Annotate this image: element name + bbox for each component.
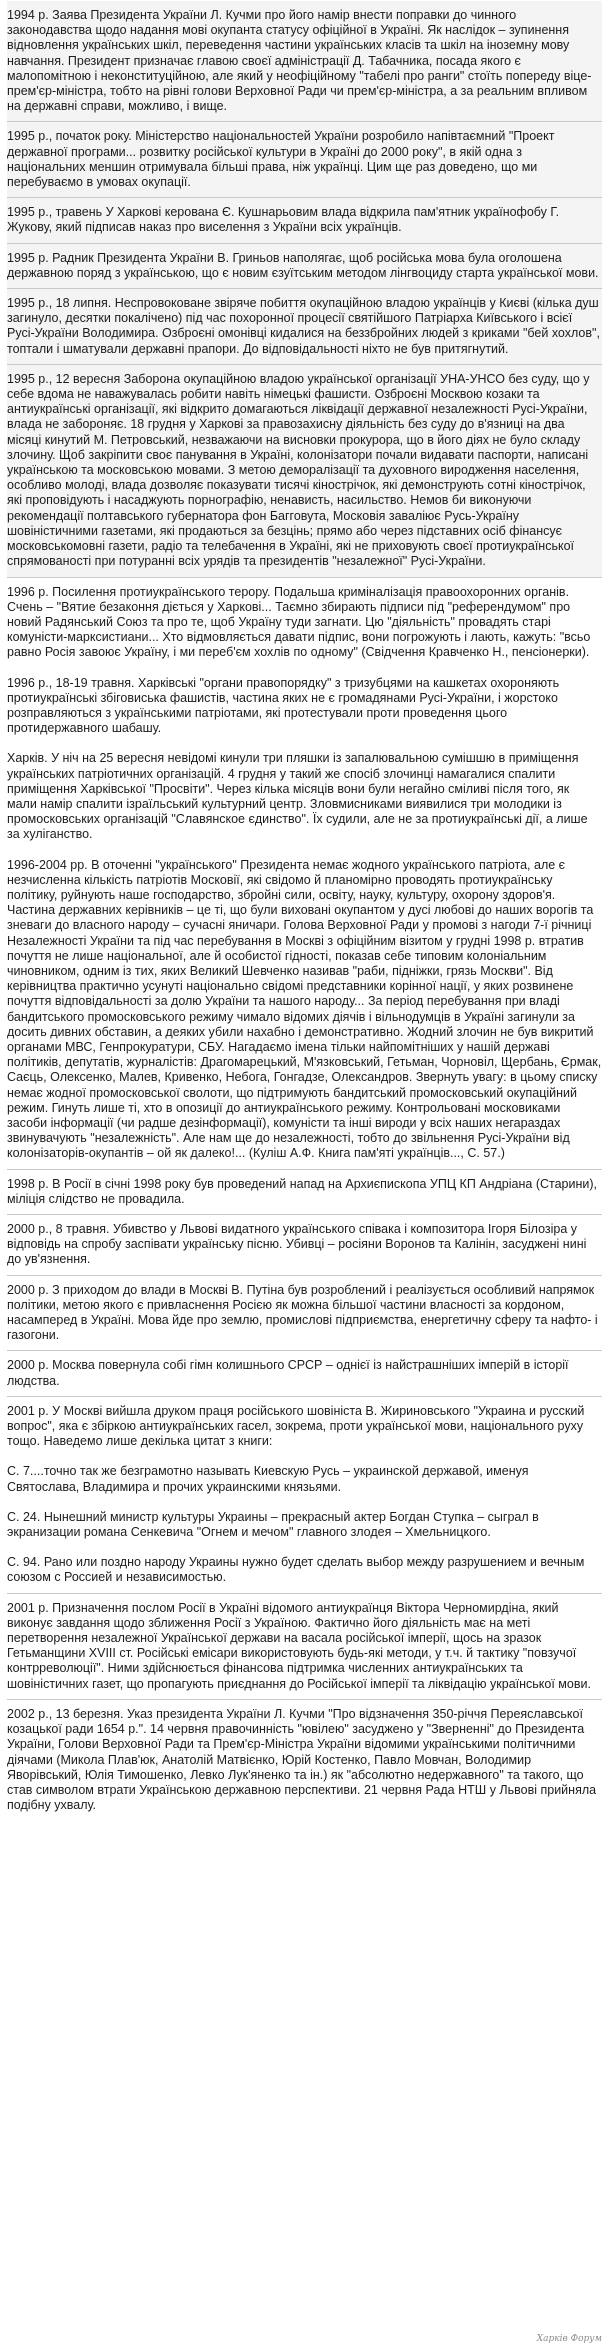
paragraph: 2001 р. У Москві вийшла друком праця російського шовініста В. Жириновського "Украина и русский вопрос", яка є збіркою антиукраїнських гасел, зокрема, проти української мови, національного руху тощо. Наведемо лише декілька цитат з книги: (7, 1403, 585, 1449)
entry-2001-chernomyrdin (7, 1594, 602, 1699)
paragraph: 1996 р. Посилення протиукраїнського терору. Подальша криміналізація правоохоронних органів. Счень – "Вятие безаконня діється у Харкові... Таємно збирають підписи під "референдумом" про новий Радянський Союз та про те, щоб Україну туди загнати. Цю "діяльність" провадять старі комуністи-марксистиани... Хто відмовляється давати підпис, вони погрожують і лають, кажуть: "всьо равно Росія завоює Україну, і ми переб'єм хохлів по одному" (Свідчення Кравченко Н., пенсіонерки). (7, 584, 591, 660)
entry-1995-july (7, 289, 602, 364)
paragraph: 1996 р., 18-19 травня. Харківські "органи правопорядку" з тризубцями на кашкетах охороняють протиукраїнські збіговиська фашистів, частина яких не є громадянами Русі-України, і жорстоко розправляються з українськими патріотами, які протестували проти проведення цього протидержавного шабашу. (7, 675, 560, 736)
paragraph: 1995 р. Радник Президента України В. Гриньов наполягає, щоб російська мова була оголошена державною поряд з українською, що є новим єзуїтським методом лінгвоциду старта української мови. (7, 250, 599, 280)
paragraph: Харків. У ніч на 25 вересня невідомі кинули три пляшки із запалювальною сумішшю в приміщення українських патріотичних організацій. 4 грудня у такий же спосіб злочинці намагалися спалити приміщення Харківської "Просвіти". Через кілька місяців вони були негайно сміливі після того, як мали намір спалити ізраїльський культурний центр. Зловмисниками виявилися три молодики із промосковських організацій "Славянское єдинство". Їх судили, але не за протиукраїнські дії, а лише за хуліганство. (7, 751, 588, 842)
entry-1994 (7, 1, 602, 121)
entry-2000-anthem (7, 1351, 602, 1395)
paragraph: 1995 р., початок року. Міністерство національностей України розробило напівтаємний "Проект державної програми... розвитку російської культури в Україні до 2000 року", в якій одна з національних меншин отримувала більші права, ніж українці. Цим ще раз доведено, що ми перебуваємо в умовах окупації. (7, 129, 555, 190)
entry-1998 (7, 1170, 602, 1214)
paragraph: 2002 р., 13 березня. Указ президента України Л. Кучми "Про відзначення 350-річчя Переяславської козацької ради 1654 р.". 14 червня правочинність "ювілею" засуджено у "Зверненні" до Президента України, Голови Верховної Ради та Прем'єр-Міністра України відомими українськими політичними діячами (Микола Плав'юк, Анатолій Матвієнко, Юрій Костенко, Павло Мовчан, Володимир Яворівський, Юлія Тимошенко, Левко Лук'яненко та ін.) як "абсолютно недержавного" та такого, що став символом втрати Українською державною перспективи. 21 червня Рада НТШ у Львові прийняла подібну ухвалу. (7, 1706, 597, 1813)
entry-2000-putin (7, 1276, 602, 1351)
paragraph: 1998 р. В Росії в січні 1998 року був проведений напад на Архиєпископа УПЦ КП Андріана (Старини), міліція слідство не провадила. (7, 1176, 598, 1206)
paragraph: 1995 р., 18 липня. Неспровоковане звіряче побиття окупаційною владою українців у Києві (кілька душ загинуло, десятки покалічено) під час похоронної процесії святійшого Патріарха Київського і всієї Русі-України Володимира. Озброєні омонівці кидалися на беззбройних людей з криками "бей хохлов", топтали і шматували державні прапори. До відповідальності ніхто не був притягнутий. (7, 296, 600, 356)
paragraph: 1996-2004 рр. В оточенні "українського" Президента немає жодного українського патріота, але є незчисленна кількість патріотів Московії, які свідомо й планомірно проводять протиукраїнську політику, руйнують наше господарство, збройні сили, освіту, науку, культуру, охорону здоров'я. Частина державних керівників – це ті, що були виховані окупантом у дусі любові до наших ворогів та зневаги до власного народу – сучасні яничари. Голова Верховної Ради у промові з нагоди 7-ї річниці Незалежності України та під час перебування в Москві з офіційним візитом у грудні 1998 р. втратив почуття не лише національної, але й особистої гідності, показав себе типовим колоніальним чиновником, одним із тих, яких Великий Шевченко називав "раби, підніжки, грязь Москви". Від керівництва практично усунуті національно свідомі представники корінної нації, у яких розвинене почуття відповідальності за долю України та нашого народу... За період перебування при владі бандитського промосковського режиму чимало відомих діячів і вільнодумців в Україні загинули за досить дивних обставин, а деяких убили нахабно і демонстративно. Жодний злочин не був викритий органами МВС, Генпрокуратури, СБУ. Нагадаємо імена тільки найпомітніших у нашій державі політиків, депутатів, журналістів: Драгомарецький, М'язковський, Гетьман, Чорновіл, Щербань, Єрмак, Саєць, Олексенко, Малев, Кривенко, Небога, Гонгадзе, Олександров. Звернуть увагу: в цьому списку немає жодної промосковської сволоти, що підтримують бандитський промосковський окупаційний режим. Гинуть лише ті, хто в опозиції до антиукраїнського режиму. Контрольовані московиками засоби інформації (чи радше дезінформації), комуністи та інші вироди у всіх наших негараздах звинувачують "незалежність". Але нам ще до незалежності, тобто до звільнення Русі-України від колонізаторів-окупантів – ой як далеко!... (Куліш А.Ф. Книга пам'яті українців..., С. 57.) (7, 857, 602, 1161)
entry-1995-hrynov (7, 244, 602, 288)
entry-1996 (7, 578, 602, 1169)
quote: С. 7....точно так же безграмотно называть Киевскую Русь – украинской державой, именуя Святослава, Владимира и прочих украинскими князьями. (7, 1464, 529, 1494)
paragraph: 2000 р. З приходом до влади в Москві В. Путіна був розроблений і реалізується особливий напрямок політики, метою якого є привласнення Росією як можна більшої частини власності за кордоном, насамперед в Україні. Мова йде про землю, промислові підприємства, енергетичну сферу та нафто- і газогони. (7, 1282, 598, 1343)
paragraph: 1995 р., травень У Харкові керована Є. Кушнарьовим влада відкрила пам'ятник українофобу Г. Жукову, який підписав наказ про виселення з України всіх українців. (7, 205, 560, 235)
entry-1995-may (7, 198, 602, 242)
quote: С. 94. Рано или поздно народу Украины нужно будет сделать выбор между разрушением и вечным союзом с Россией и независимостью. (7, 1555, 585, 1585)
paragraph: 2000 р., 8 травня. Убивство у Львові видатного українського співака і композитора Ігоря Білозіра у відповідь на спробу заспівати українську пісню. Убивці – росіяни Воронов та Калінін, засуджені нині до ув'язнення. (7, 1222, 587, 1267)
quote: С. 24. Нынешний министр культуры Украины – прекрасный актер Богдан Ступка – сыграл в экранизации романа Сенкевича "Огнем и мечом" главного злодея – Хмельницкого. (7, 1509, 539, 1540)
entry-2002 (7, 1700, 602, 1820)
entry-2000-may (7, 1215, 602, 1275)
entry-1995-start (7, 122, 602, 197)
paragraph: 1994 р. Заява Президента України Л. Кучми про його намір внести поправки до чинного законодавства щодо надання мові окупанта статусу офіційної в Україні. Як наслідок – зупинення відновлення українських шкіл, переведення частини українських класів та шкіл на іноземну мову навчання. Президент призначає главою своєї адміністрації Д. Табачника, посада якого є малопомітною і неконституційною, але який у неофіційному "табелі про ранги" стоїть попереду віце-прем'єр-міністра, тобто на рівні голови Верховної Ради чи прем'єр-міністра, а за реальним впливом на державні справи, можливо, і вище. (7, 8, 592, 114)
paragraph: 2000 р. Москва повернула собі гімн колишнього СРСР – однієї із найстрашніших імперій в історії людства. (7, 1358, 569, 1388)
paragraph: 2001 р. Призначення послом Росії в Україні відомого антиукраїнця Віктора Черномирдіна, який виконує завдання щодо зближення Росії з Україною. Фактично його діяльність має на меті перетворення незалежної Української держави на васала російської імперії, щось на зразок Гетьманщини XVIII ст. Російські емісари використовують будь-які методи, у т.ч. й тактику "повзучої контрреволюції". Ними здійснюється фінансова підтримка численних антиукраїнських та шовіністичних газет, що пропагують приєднання до Російської імперії та ліквідацію української мови. (7, 1600, 591, 1691)
forum-watermark: Харків Форум (536, 2333, 602, 2344)
entry-2001-zhirinovsky (7, 1397, 602, 1593)
entry-1995-september (7, 365, 602, 577)
paragraph: 1995 р., 12 вересня Заборона окупаційною владою української організації УНА-УНСО без суду, що у себе вдома не наважувалась робити навіть німецькі фашисти. Озброєні Москвою козаки та антиукраїнські організації, які відкрито домагаються ліквідації державної незалежності Русі-України, влада не забороняє. 18 грудня у Харкові за правозахисну діяльність без суду до в'язниці на два місяці кинутий М. Петровський, незважаючи на висновки прокурора, що в його діях не було складу злочину. Щоб закріпити своє панування в Україні, колонізатори почали видавати паспорти, написані українською та московською мовами. З метою деморалізації та духовного виродження населення, особливо молоді, влада дозволяє показувати тисячі кінострічок, які демонструють сотні кінострічок, які проповідують і насаджують порнографію, ненависть, насильство. Немов би виконуючи рекомендації полтавського губернатора фон Багговута, Московія заваліює Русь-Україну шовіністичними газетами, які продаються за безцінь; прямо або через підставних осіб фінансує московськомовні газети, радіо та телебачення в Україні, які не приховують своєї протиукраїнської спрямованості при потуранні всіх урядів та президентів "незалежної" Русі-України. (7, 371, 590, 569)
